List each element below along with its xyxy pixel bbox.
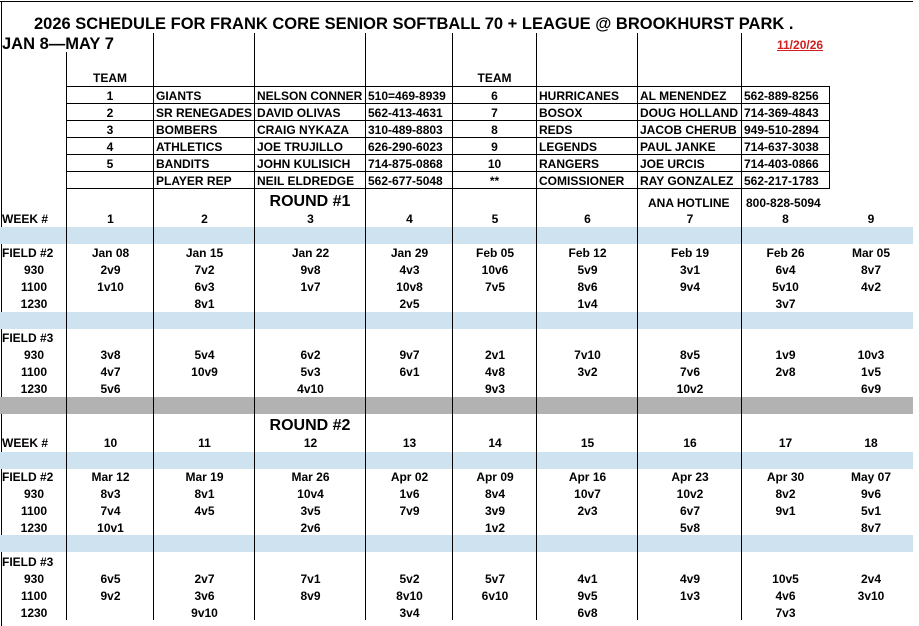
matchup: 6v9 bbox=[860, 382, 882, 396]
matchup: 8v2 bbox=[775, 487, 796, 501]
r1-band-2 bbox=[0, 312, 913, 329]
matchup: 1v2 bbox=[484, 521, 506, 535]
contacts-line bbox=[66, 154, 830, 155]
game-date: Apr 09 bbox=[476, 470, 514, 484]
week-number: 1 bbox=[107, 212, 114, 226]
week-number: 10 bbox=[103, 436, 118, 450]
time-slot: 1100 bbox=[20, 365, 48, 379]
team-rep: NELSON CONNER bbox=[257, 89, 363, 103]
field-3-label: FIELD #3 bbox=[2, 555, 54, 569]
matchup: 4v1 bbox=[577, 572, 598, 586]
contacts-line bbox=[66, 120, 830, 121]
time-slot: 930 bbox=[23, 348, 45, 362]
team-phone: 714-637-3038 bbox=[744, 140, 819, 154]
game-date: Mar 26 bbox=[291, 470, 330, 484]
team-rep: DAVID OLIVAS bbox=[257, 106, 341, 120]
team-number: ** bbox=[489, 174, 500, 188]
matchup: 5v1 bbox=[860, 504, 882, 518]
game-date: Mar 12 bbox=[91, 470, 130, 484]
team-number: 2 bbox=[106, 106, 114, 120]
matchup: 9v8 bbox=[300, 263, 321, 277]
team-phone: 562-889-8256 bbox=[744, 89, 819, 103]
revision-date: 11/20/26 bbox=[777, 38, 824, 52]
matchup: 2v4 bbox=[860, 572, 882, 586]
team-number: 6 bbox=[491, 89, 498, 103]
matchup: 6v7 bbox=[679, 504, 701, 518]
matchup: 8v4 bbox=[484, 487, 506, 501]
team-rep: NEIL ELDREDGE bbox=[257, 174, 355, 188]
week-number: 15 bbox=[580, 436, 595, 450]
matchup: 2v3 bbox=[577, 504, 598, 518]
matchup: 10v3 bbox=[857, 348, 885, 362]
week-number: 2 bbox=[201, 212, 208, 226]
week-number: 5 bbox=[491, 212, 499, 226]
r1-band-1 bbox=[0, 227, 913, 244]
matchup: 6v8 bbox=[577, 606, 598, 620]
week-number: 18 bbox=[864, 436, 878, 450]
team-name: BOSOX bbox=[539, 106, 583, 120]
week-label: WEEK # bbox=[2, 436, 49, 450]
team-rep: AL MENENDEZ bbox=[640, 89, 727, 103]
matchup: 5v3 bbox=[300, 365, 321, 379]
season-range: JAN 8—MAY 7 bbox=[2, 35, 114, 53]
matchup: 5v4 bbox=[194, 348, 215, 362]
week-number: 16 bbox=[683, 436, 697, 450]
game-date: May 07 bbox=[850, 470, 892, 484]
matchup: 10v7 bbox=[574, 487, 601, 501]
matchup: 1v10 bbox=[97, 280, 124, 294]
matchup: 3v10 bbox=[857, 589, 885, 603]
week-number: 8 bbox=[782, 212, 789, 226]
team-header-right: TEAM bbox=[477, 71, 512, 85]
team-name: BANDITS bbox=[156, 157, 210, 171]
matchup: 5v10 bbox=[772, 280, 799, 294]
matchup: 10v2 bbox=[676, 382, 704, 396]
matchup: 4v6 bbox=[775, 589, 796, 603]
game-date: Jan 15 bbox=[185, 246, 224, 260]
game-date: Apr 02 bbox=[390, 470, 429, 484]
matchup: 6v1 bbox=[399, 365, 420, 379]
matchup: 1v7 bbox=[300, 280, 321, 294]
time-slot: 1230 bbox=[20, 382, 48, 396]
matchup: 8v7 bbox=[860, 521, 882, 535]
game-date: Feb 05 bbox=[475, 246, 514, 260]
page-title: 2026 SCHEDULE FOR FRANK CORE SENIOR SOFTBALL 70 + LEAGUE @ BROOKHURST PARK . bbox=[34, 15, 794, 33]
game-date: Jan 22 bbox=[291, 246, 330, 260]
game-date: Feb 12 bbox=[568, 246, 607, 260]
matchup: 10v6 bbox=[481, 263, 509, 277]
matchup: 6v4 bbox=[775, 263, 796, 277]
team-number: 8 bbox=[491, 123, 498, 137]
game-date: Jan 08 bbox=[91, 246, 130, 260]
matchup: 10v2 bbox=[676, 487, 704, 501]
team-number: 5 bbox=[106, 157, 114, 171]
team-rep: JOHN KULISICH bbox=[257, 157, 351, 171]
week-number: 9 bbox=[867, 212, 875, 226]
team-name: BOMBERS bbox=[156, 123, 218, 137]
matchup: 8v1 bbox=[194, 487, 215, 501]
matchup: 5v7 bbox=[484, 572, 506, 586]
team-phone: 714-875-0868 bbox=[368, 157, 443, 171]
team-name: GIANTS bbox=[156, 89, 202, 103]
game-date: Feb 19 bbox=[670, 246, 709, 260]
team-rep: JOE TRUJILLO bbox=[257, 140, 344, 154]
team-phone: 310-489-8803 bbox=[368, 123, 443, 137]
matchup: 2v9 bbox=[100, 263, 121, 277]
team-name: RANGERS bbox=[539, 157, 600, 171]
matchup: 5v2 bbox=[399, 572, 420, 586]
matchup: 6v5 bbox=[100, 572, 121, 586]
hotline-number: 800-828-5094 bbox=[746, 196, 821, 210]
time-slot: 1230 bbox=[20, 297, 48, 311]
matchup: 4v2 bbox=[860, 280, 882, 294]
matchup: 3v8 bbox=[100, 348, 121, 362]
matchup: 2v6 bbox=[300, 521, 321, 535]
team-rep: JOE URCIS bbox=[640, 157, 705, 171]
matchup: 2v1 bbox=[484, 348, 506, 362]
matchup: 3v1 bbox=[679, 263, 701, 277]
matchup: 8v3 bbox=[100, 487, 121, 501]
team-phone: 562-217-1783 bbox=[744, 174, 819, 188]
matchup: 4v3 bbox=[399, 263, 420, 277]
game-date: Apr 16 bbox=[568, 470, 607, 484]
matchup: 7v5 bbox=[484, 280, 506, 294]
contacts-line bbox=[66, 86, 830, 87]
matchup: 8v10 bbox=[396, 589, 423, 603]
round-title: ROUND #1 bbox=[269, 193, 351, 210]
matchup: 9v3 bbox=[484, 382, 506, 396]
matchup: 10v9 bbox=[191, 365, 218, 379]
game-date: Mar 19 bbox=[185, 470, 224, 484]
matchup: 6v3 bbox=[194, 280, 215, 294]
team-name: COMISSIONER bbox=[539, 174, 625, 188]
team-number: 10 bbox=[487, 157, 502, 171]
matchup: 4v5 bbox=[194, 504, 215, 518]
team-number: 3 bbox=[106, 123, 114, 137]
game-date: Apr 23 bbox=[671, 470, 709, 484]
time-slot: 1100 bbox=[20, 280, 48, 294]
contacts-line bbox=[66, 103, 830, 104]
matchup: 10v4 bbox=[297, 487, 324, 501]
matchup: 8v6 bbox=[577, 280, 598, 294]
matchup: 3v5 bbox=[300, 504, 321, 518]
team-name: PLAYER REP bbox=[156, 174, 232, 188]
time-slot: 930 bbox=[23, 487, 45, 501]
time-slot: 1100 bbox=[20, 504, 48, 518]
matchup: 1v4 bbox=[577, 297, 598, 311]
team-rep: JACOB CHERUB bbox=[640, 123, 737, 137]
field-2-label: FIELD #2 bbox=[2, 470, 54, 484]
week-number: 14 bbox=[488, 436, 502, 450]
contacts-line bbox=[66, 137, 830, 138]
matchup: 4v7 bbox=[100, 365, 121, 379]
week-number: 4 bbox=[406, 212, 413, 226]
matchup: 2v5 bbox=[399, 297, 420, 311]
r2-band-2 bbox=[0, 535, 913, 552]
matchup: 9v5 bbox=[577, 589, 598, 603]
contacts-line bbox=[66, 171, 830, 172]
week-number: 6 bbox=[584, 212, 591, 226]
matchup: 5v9 bbox=[577, 263, 598, 277]
matchup: 3v2 bbox=[577, 365, 598, 379]
team-number: 4 bbox=[106, 140, 114, 154]
matchup: 10v5 bbox=[772, 572, 799, 586]
matchup: 10v8 bbox=[396, 280, 423, 294]
week-number: 7 bbox=[686, 212, 694, 226]
matchup: 8v7 bbox=[860, 263, 882, 277]
matchup: 4v8 bbox=[484, 365, 506, 379]
matchup: 7v6 bbox=[679, 365, 701, 379]
team-phone: 714-369-4843 bbox=[744, 106, 819, 120]
team-name: HURRICANES bbox=[539, 89, 620, 103]
matchup: 3v4 bbox=[399, 606, 420, 620]
team-name: SR RENEGADES bbox=[156, 106, 253, 120]
contacts-right-border bbox=[829, 86, 830, 189]
team-phone: 949-510-2894 bbox=[744, 123, 819, 137]
matchup: 2v8 bbox=[775, 365, 796, 379]
matchup: 3v6 bbox=[194, 589, 215, 603]
team-phone: 714-403-0866 bbox=[744, 157, 819, 171]
matchup: 9v4 bbox=[679, 280, 701, 294]
time-slot: 930 bbox=[23, 263, 45, 277]
matchup: 8v9 bbox=[300, 589, 321, 603]
r2-band-1 bbox=[0, 452, 913, 469]
matchup: 7v9 bbox=[399, 504, 420, 518]
week-number: 17 bbox=[778, 436, 793, 450]
matchup: 6v2 bbox=[300, 348, 321, 362]
matchup: 1v9 bbox=[775, 348, 796, 362]
matchup: 2v7 bbox=[194, 572, 215, 586]
round-separator-band bbox=[0, 397, 913, 414]
team-phone: 562-677-5048 bbox=[368, 174, 443, 188]
team-rep: CRAIG NYKAZA bbox=[257, 123, 349, 137]
matchup: 9v10 bbox=[191, 606, 218, 620]
team-number: 1 bbox=[106, 89, 114, 103]
matchup: 9v7 bbox=[399, 348, 420, 362]
field-2-label: FIELD #2 bbox=[2, 246, 54, 260]
matchup: 4v9 bbox=[679, 572, 701, 586]
hotline-label: ANA HOTLINE bbox=[648, 196, 730, 210]
matchup: 7v10 bbox=[574, 348, 601, 362]
matchup: 7v4 bbox=[100, 504, 121, 518]
game-date: Apr 30 bbox=[766, 470, 805, 484]
matchup: 7v2 bbox=[194, 263, 215, 277]
matchup: 7v3 bbox=[775, 606, 796, 620]
matchup: 3v9 bbox=[484, 504, 506, 518]
team-rep: DOUG HOLLAND bbox=[640, 106, 738, 120]
team-rep: PAUL JANKE bbox=[640, 140, 716, 154]
time-slot: 1100 bbox=[20, 589, 48, 603]
field-3-label: FIELD #3 bbox=[2, 331, 54, 345]
matchup: 8v1 bbox=[194, 297, 215, 311]
week-number: 3 bbox=[307, 212, 314, 226]
time-slot: 1230 bbox=[20, 606, 48, 620]
matchup: 5v6 bbox=[100, 382, 121, 396]
matchup: 9v1 bbox=[775, 504, 796, 518]
matchup: 9v6 bbox=[860, 487, 882, 501]
matchup: 6v10 bbox=[481, 589, 509, 603]
team-name: ATHLETICS bbox=[156, 140, 223, 154]
game-date: Mar 05 bbox=[851, 246, 891, 260]
matchup: 1v5 bbox=[860, 365, 882, 379]
week-label: WEEK # bbox=[2, 212, 49, 226]
matchup: 4v10 bbox=[297, 382, 324, 396]
matchup: 3v7 bbox=[775, 297, 796, 311]
team-header-left: TEAM bbox=[93, 71, 127, 85]
matchup: 7v1 bbox=[300, 572, 321, 586]
team-number: 9 bbox=[491, 140, 498, 154]
matchup: 1v3 bbox=[679, 589, 701, 603]
matchup: 1v6 bbox=[399, 487, 420, 501]
time-slot: 1230 bbox=[20, 521, 48, 535]
outer-border-top bbox=[0, 1, 913, 2]
matchup: 10v1 bbox=[97, 521, 124, 535]
week-number: 12 bbox=[303, 436, 318, 450]
team-name: REDS bbox=[539, 123, 573, 137]
game-date: Feb 26 bbox=[766, 246, 805, 260]
contacts-line bbox=[66, 188, 830, 189]
time-slot: 930 bbox=[23, 572, 45, 586]
game-date: Jan 29 bbox=[390, 246, 429, 260]
round-title: ROUND #2 bbox=[269, 417, 351, 434]
team-phone: 626-290-6023 bbox=[368, 140, 443, 154]
matchup: 9v2 bbox=[100, 589, 121, 603]
week-number: 11 bbox=[198, 436, 211, 450]
team-number: 7 bbox=[491, 106, 498, 120]
team-phone: 510=469-8939 bbox=[368, 89, 446, 103]
team-name: LEGENDS bbox=[539, 140, 598, 154]
team-rep: RAY GONZALEZ bbox=[640, 174, 734, 188]
week-number: 13 bbox=[402, 436, 417, 450]
matchup: 5v8 bbox=[679, 521, 701, 535]
team-phone: 562-413-4631 bbox=[368, 106, 443, 120]
matchup: 8v5 bbox=[679, 348, 701, 362]
